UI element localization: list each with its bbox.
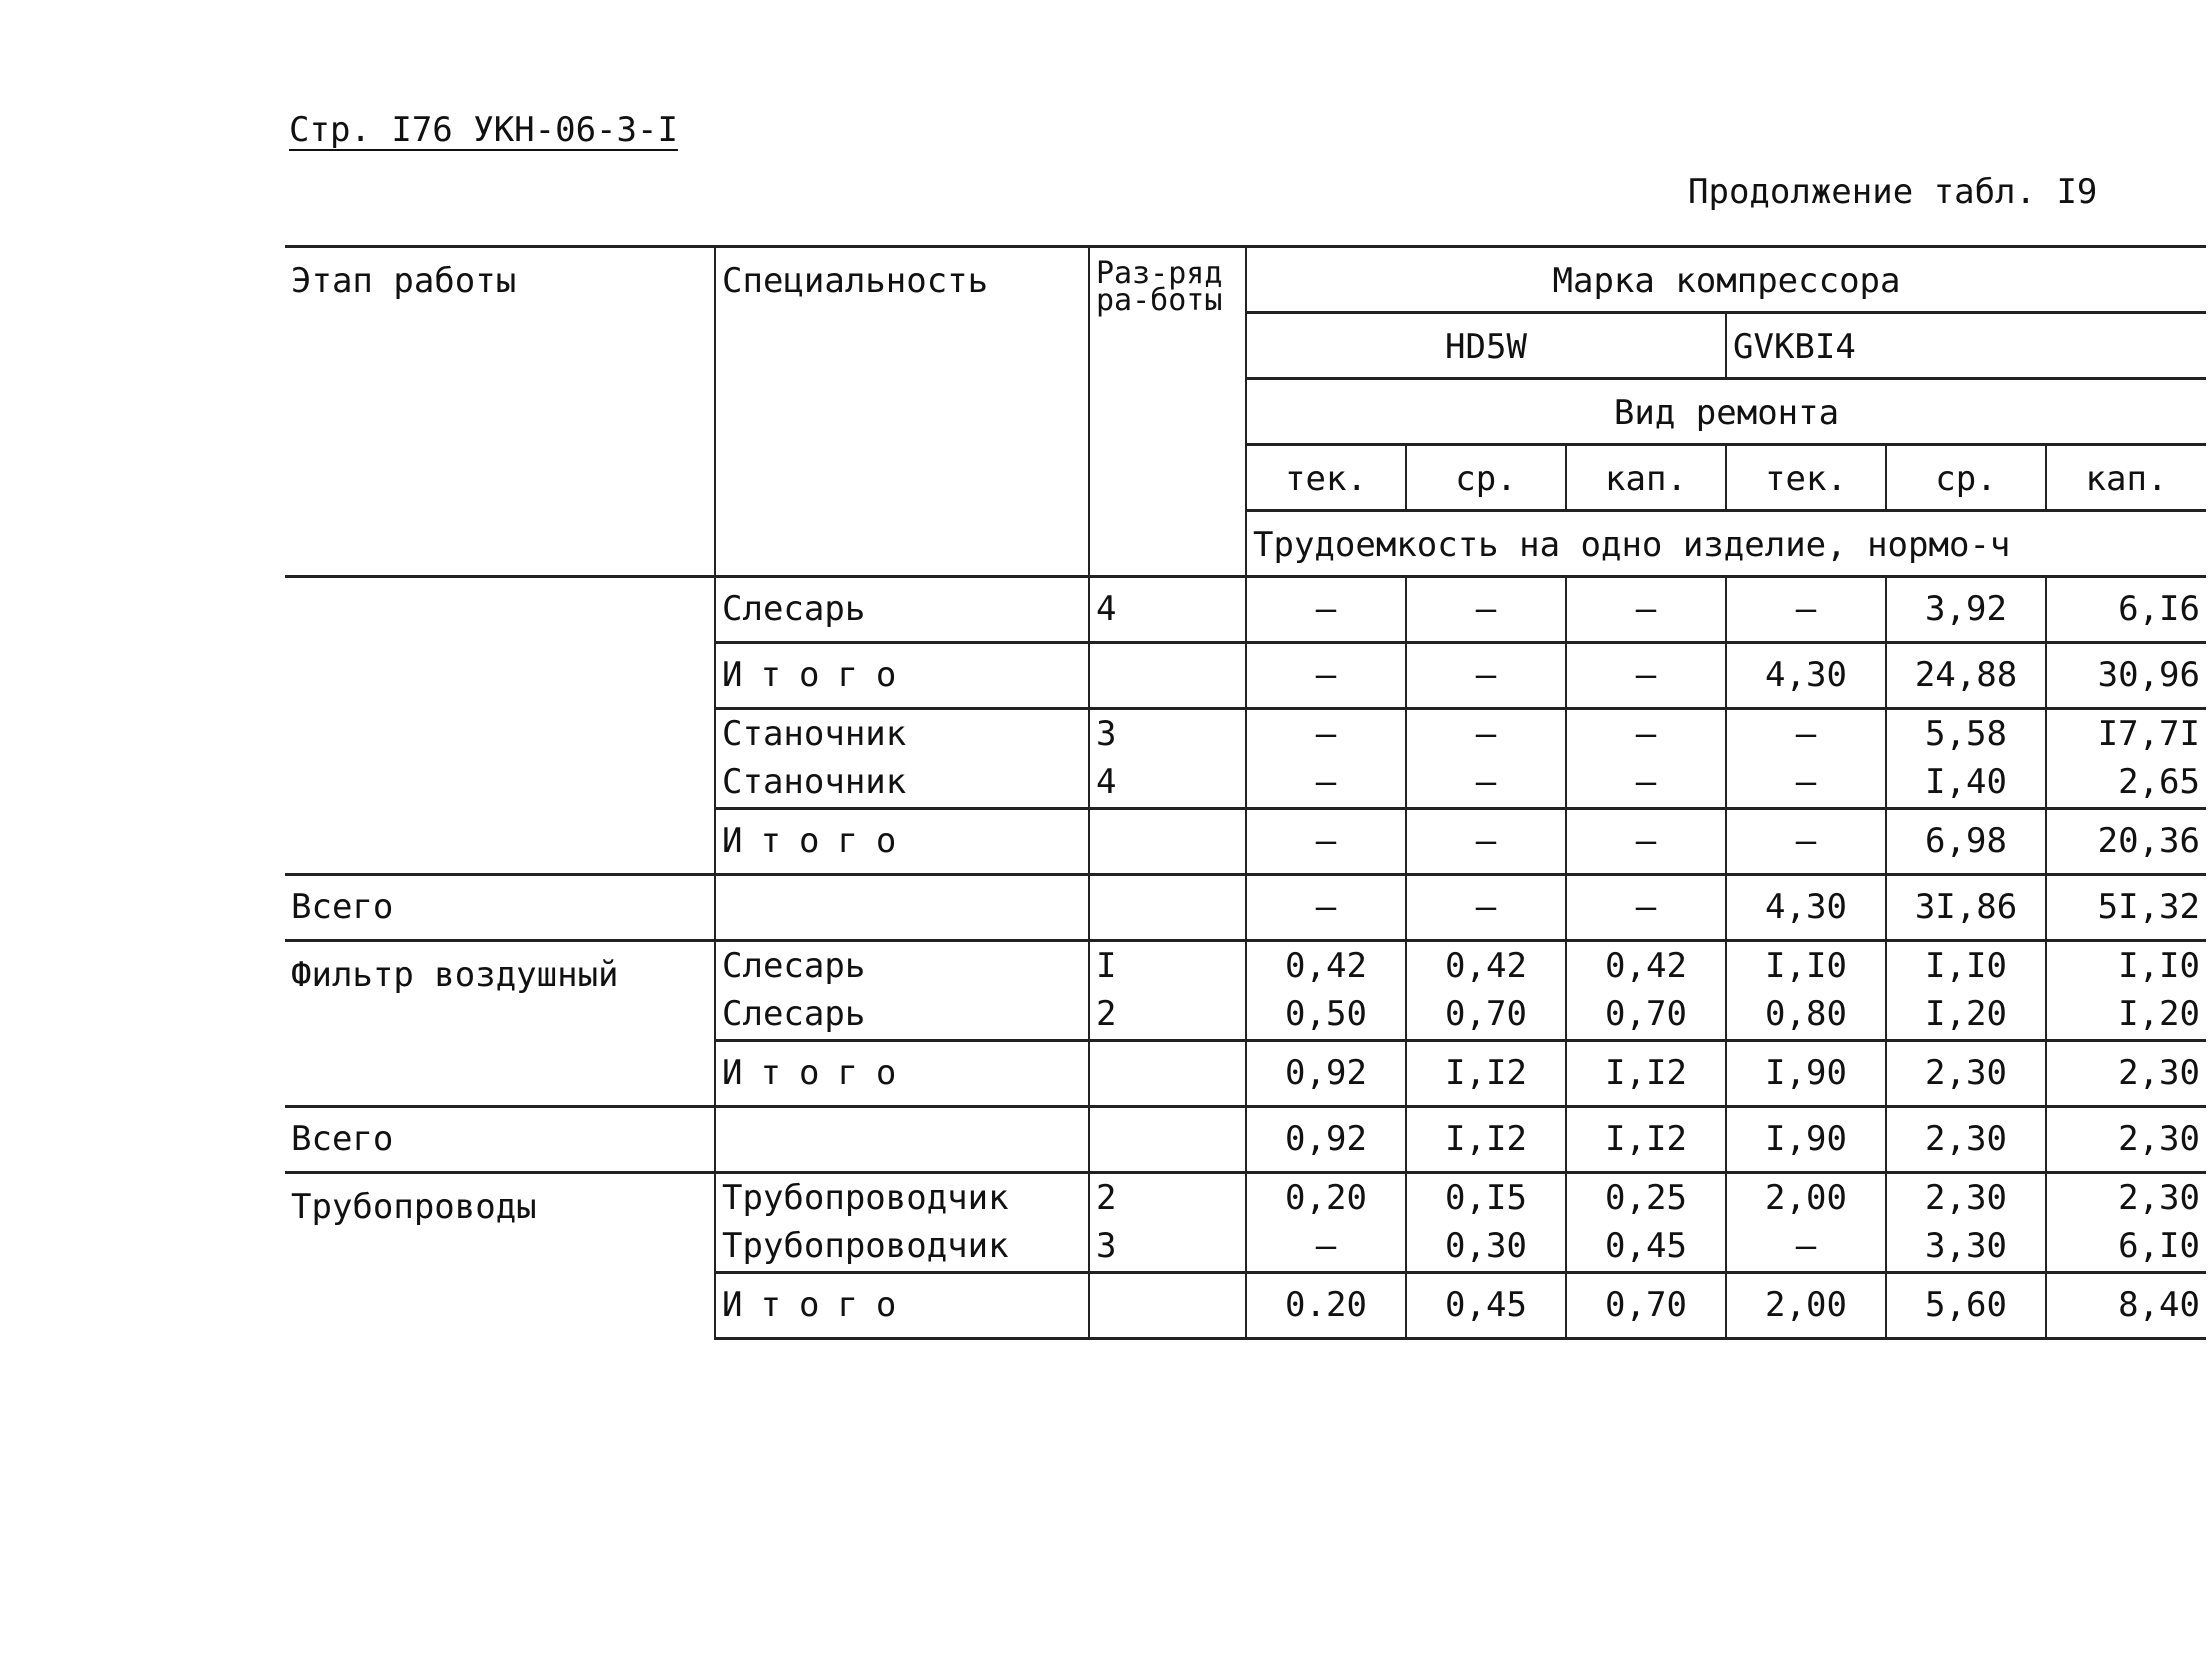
rank-cell bbox=[1089, 1273, 1246, 1339]
value-cell: – bbox=[1566, 643, 1726, 709]
header-col-kap-2: кап. bbox=[2046, 445, 2206, 511]
value-cell: 2,30 bbox=[2046, 1107, 2206, 1173]
specialty-cell: Трубопроводчик bbox=[715, 1223, 1089, 1273]
value-cell: 0,42 bbox=[1246, 941, 1406, 991]
value-cell: – bbox=[1406, 809, 1566, 875]
rank-cell bbox=[1089, 643, 1246, 709]
value-cell: – bbox=[1246, 1223, 1406, 1273]
stage-cell: Трубопроводы bbox=[291, 1187, 537, 1227]
value-cell: 2,30 bbox=[2046, 1173, 2206, 1223]
value-cell: – bbox=[1246, 809, 1406, 875]
value-cell: I,I0 bbox=[2046, 941, 2206, 991]
value-cell: 2,30 bbox=[2046, 1041, 2206, 1107]
header-col-tek-1: тек. bbox=[1246, 445, 1406, 511]
value-cell: I,I2 bbox=[1406, 1041, 1566, 1107]
rank-cell bbox=[1089, 1041, 1246, 1107]
value-cell: 4,30 bbox=[1726, 875, 1886, 941]
rank-cell: I bbox=[1089, 941, 1246, 991]
value-cell: 0,45 bbox=[1406, 1273, 1566, 1339]
value-cell: – bbox=[1406, 643, 1566, 709]
value-cell: – bbox=[1726, 759, 1886, 809]
rank-cell: 2 bbox=[1089, 1173, 1246, 1223]
value-cell: I,I2 bbox=[1406, 1107, 1566, 1173]
stage-cell: Всего bbox=[285, 875, 715, 941]
value-cell: – bbox=[1566, 809, 1726, 875]
value-cell: 0,30 bbox=[1406, 1223, 1566, 1273]
itogo-label: Итого bbox=[715, 643, 1089, 709]
value-cell: 2,30 bbox=[1886, 1041, 2046, 1107]
value-cell: 0,70 bbox=[1566, 1273, 1726, 1339]
value-cell: – bbox=[1406, 875, 1566, 941]
header-col-tek-2: тек. bbox=[1726, 445, 1886, 511]
value-cell: 0,20 bbox=[1246, 1173, 1406, 1223]
value-cell: 6,I6 bbox=[2046, 577, 2206, 643]
header-repair-type: Вид ремонта bbox=[1246, 379, 2206, 445]
value-cell: 2,30 bbox=[1886, 1173, 2046, 1223]
value-cell: – bbox=[1406, 759, 1566, 809]
stage-cell: Всего bbox=[285, 1107, 715, 1173]
value-cell: – bbox=[1566, 577, 1726, 643]
labor-table bbox=[285, 245, 2206, 1340]
value-cell: I,20 bbox=[1886, 991, 2046, 1041]
value-cell: I,90 bbox=[1726, 1041, 1886, 1107]
header-specialty: Специальность bbox=[715, 247, 1089, 577]
value-cell: I,I0 bbox=[1726, 941, 1886, 991]
value-cell: 0,70 bbox=[1406, 991, 1566, 1041]
value-cell: 0,92 bbox=[1246, 1107, 1406, 1173]
rank-cell: 4 bbox=[1089, 759, 1246, 809]
value-cell: 3I,86 bbox=[1886, 875, 2046, 941]
rank-cell: 4 bbox=[1089, 577, 1246, 643]
value-cell: I,90 bbox=[1726, 1107, 1886, 1173]
value-cell: – bbox=[1246, 643, 1406, 709]
value-cell: 3,30 bbox=[1886, 1223, 2046, 1273]
value-cell: I,I2 bbox=[1566, 1107, 1726, 1173]
value-cell: 0.20 bbox=[1246, 1273, 1406, 1339]
value-cell: 0,80 bbox=[1726, 991, 1886, 1041]
specialty-cell bbox=[715, 875, 1089, 941]
value-cell: 0,70 bbox=[1566, 991, 1726, 1041]
value-cell: – bbox=[1406, 577, 1566, 643]
value-cell: – bbox=[1406, 709, 1566, 759]
value-cell: 0,42 bbox=[1566, 941, 1726, 991]
value-cell: I,40 bbox=[1886, 759, 2046, 809]
value-cell: 6,I0 bbox=[2046, 1223, 2206, 1273]
value-cell: 5I,32 bbox=[2046, 875, 2206, 941]
value-cell: 0,92 bbox=[1246, 1041, 1406, 1107]
value-cell: 5,58 bbox=[1886, 709, 2046, 759]
specialty-cell: Станочник bbox=[715, 759, 1089, 809]
value-cell: – bbox=[1566, 759, 1726, 809]
itogo-label: Итого bbox=[715, 1041, 1089, 1107]
value-cell: 0,45 bbox=[1566, 1223, 1726, 1273]
specialty-cell: Слесарь bbox=[715, 577, 1089, 643]
value-cell: – bbox=[1246, 577, 1406, 643]
value-cell: 6,98 bbox=[1886, 809, 2046, 875]
value-cell: 0,50 bbox=[1246, 991, 1406, 1041]
value-cell: 0,25 bbox=[1566, 1173, 1726, 1223]
value-cell: – bbox=[1246, 875, 1406, 941]
value-cell: 24,88 bbox=[1886, 643, 2046, 709]
header-col-sr-1: ср. bbox=[1406, 445, 1566, 511]
rank-cell bbox=[1089, 1107, 1246, 1173]
value-cell: 5,60 bbox=[1886, 1273, 2046, 1339]
value-cell: 2,00 bbox=[1726, 1273, 1886, 1339]
value-cell: 0,I5 bbox=[1406, 1173, 1566, 1223]
stage-cell: Фильтр воздушный bbox=[291, 955, 619, 995]
value-cell: 2,30 bbox=[1886, 1107, 2046, 1173]
specialty-cell: Станочник bbox=[715, 709, 1089, 759]
value-cell: – bbox=[1246, 709, 1406, 759]
value-cell: – bbox=[1726, 1223, 1886, 1273]
value-cell: 3,92 bbox=[1886, 577, 2046, 643]
value-cell: – bbox=[1726, 809, 1886, 875]
rank-cell bbox=[1089, 875, 1246, 941]
page-code: Стр. I76 УКН-06-3-I bbox=[289, 110, 678, 150]
value-cell: 2,65 bbox=[2046, 759, 2206, 809]
table-continuation-label: Продолжение табл. I9 bbox=[1688, 172, 2098, 212]
value-cell: – bbox=[1726, 577, 1886, 643]
value-cell: 20,36 bbox=[2046, 809, 2206, 875]
header-labor: Трудоемкость на одно изделие, нормо-ч bbox=[1246, 511, 2206, 577]
header-col-sr-2: ср. bbox=[1886, 445, 2046, 511]
itogo-label: Итого bbox=[715, 809, 1089, 875]
header-rank: Раз-ряд ра-боты bbox=[1089, 247, 1246, 577]
header-brand-hd5w: HD5W bbox=[1246, 313, 1726, 379]
value-cell: – bbox=[1566, 709, 1726, 759]
value-cell: – bbox=[1246, 759, 1406, 809]
value-cell: 0,42 bbox=[1406, 941, 1566, 991]
rank-cell: 2 bbox=[1089, 991, 1246, 1041]
itogo-label: Итого bbox=[715, 1273, 1089, 1339]
value-cell: 4,30 bbox=[1726, 643, 1886, 709]
specialty-cell bbox=[715, 1107, 1089, 1173]
rank-cell: 3 bbox=[1089, 709, 1246, 759]
stage-cell bbox=[285, 577, 715, 643]
value-cell: – bbox=[1726, 709, 1886, 759]
value-cell: 30,96 bbox=[2046, 643, 2206, 709]
specialty-cell: Слесарь bbox=[715, 941, 1089, 991]
header-stage: Этап работы bbox=[285, 247, 715, 577]
value-cell: I,20 bbox=[2046, 991, 2206, 1041]
specialty-cell: Слесарь bbox=[715, 991, 1089, 1041]
header-compressor-brand: Марка компрессора bbox=[1246, 247, 2206, 313]
value-cell: I7,7I bbox=[2046, 709, 2206, 759]
header-col-kap-1: кап. bbox=[1566, 445, 1726, 511]
value-cell: 8,40 bbox=[2046, 1273, 2206, 1339]
rank-cell: 3 bbox=[1089, 1223, 1246, 1273]
value-cell: I,I2 bbox=[1566, 1041, 1726, 1107]
value-cell: I,I0 bbox=[1886, 941, 2046, 991]
value-cell: – bbox=[1566, 875, 1726, 941]
specialty-cell: Трубопроводчик bbox=[715, 1173, 1089, 1223]
header-brand-gvkbi4: GVKBI4 bbox=[1726, 313, 2206, 379]
value-cell: 2,00 bbox=[1726, 1173, 1886, 1223]
rank-cell bbox=[1089, 809, 1246, 875]
